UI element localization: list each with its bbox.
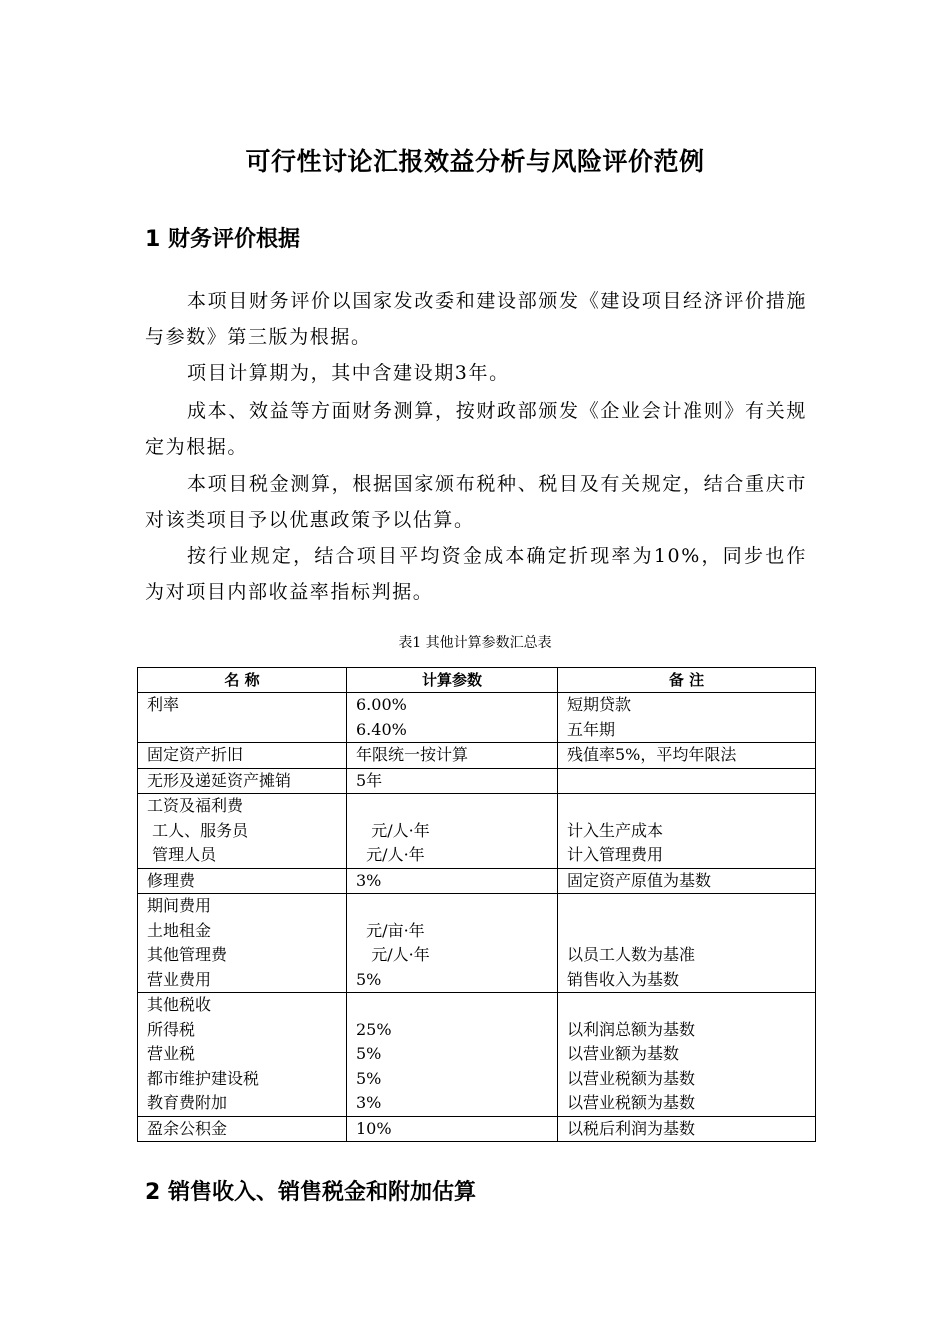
cell-line <box>567 993 815 1018</box>
cell-line: 计入管理费用 <box>567 845 664 864</box>
header-param: 计算参数 <box>347 668 558 693</box>
table-row <box>138 993 816 1117</box>
cell-line: 5年 <box>356 770 383 790</box>
cell-name <box>138 768 347 794</box>
cell-line: 年限统一按计算 <box>356 745 469 764</box>
cell-note <box>558 894 816 993</box>
header-name: 名 称 <box>138 668 347 693</box>
section-1-heading: 1 财务评价根据 <box>145 227 300 252</box>
table-header-row <box>138 668 816 693</box>
document-title: 可行性讨论汇报效益分析与风险评价范例 <box>245 147 705 176</box>
cell-line: 元/亩·年 <box>356 920 425 940</box>
header-note: 备 注 <box>558 668 816 693</box>
cell-param <box>347 1116 558 1142</box>
cell-line <box>567 919 815 944</box>
cell-line: 盈余公积金 <box>147 1118 228 1138</box>
cell-line: 固定资产原值为基数 <box>567 870 712 890</box>
cell-line: 元/人·年 <box>356 945 430 964</box>
cell-line: 以税后利润为基数 <box>567 1118 696 1138</box>
cell-line: 期间费用 <box>147 896 212 915</box>
cell-note <box>558 794 816 869</box>
cell-line: 10% <box>356 1118 392 1138</box>
table-body <box>138 693 816 1142</box>
cell-note <box>558 743 816 769</box>
cell-line: 3% <box>356 870 382 890</box>
cell-param <box>347 794 558 869</box>
paragraph-3: 成本、效益等方面财务测算，按财政部颁发《企业会计准则》有关规定为根据。 <box>145 400 807 458</box>
cell-line: 销售收入为基数 <box>567 969 680 989</box>
cell-note <box>558 768 816 794</box>
cell-note <box>558 993 816 1117</box>
cell-line: 工人、服务员 <box>147 820 249 840</box>
cell-name <box>138 894 347 993</box>
table-row <box>138 768 816 794</box>
cell-line: 25% <box>356 1019 392 1039</box>
cell-param <box>347 768 558 794</box>
cell-line <box>356 794 557 819</box>
cell-line: 6.40% <box>356 719 407 739</box>
paragraph-4: 本项目税金测算，根据国家颁布税种、税目及有关规定，结合重庆市对该类项目予以优惠政策予以估算。 <box>145 473 807 531</box>
cell-name <box>138 743 347 769</box>
table-row <box>138 868 816 894</box>
table-row <box>138 794 816 869</box>
cell-param <box>347 894 558 993</box>
cell-name <box>138 794 347 869</box>
cell-line: 6.00% <box>356 695 407 714</box>
cell-line: 都市维护建设税 <box>147 1068 260 1088</box>
cell-line: 5% <box>356 1044 382 1063</box>
cell-line: 所得税 <box>147 1019 196 1039</box>
cell-line: 利率 <box>147 695 180 714</box>
table-row <box>138 743 816 769</box>
cell-line: 以营业额为基数 <box>567 1044 680 1063</box>
cell-line: 无形及递延资产摊销 <box>147 770 292 790</box>
cell-line: 教育费附加 <box>147 1093 228 1112</box>
cell-line: 残值率5%，平均年限法 <box>567 745 737 764</box>
cell-param <box>347 993 558 1117</box>
paragraph-5: 按行业规定，结合项目平均资金成本确定折现率为10%，同步也作为对项目内部收益率指标判据。 <box>145 545 807 603</box>
cell-line: 以员工人数为基准 <box>567 945 696 964</box>
cell-param <box>347 743 558 769</box>
cell-line <box>567 894 815 919</box>
cell-name <box>138 868 347 894</box>
cell-line: 计入生产成本 <box>567 820 664 840</box>
cell-line: 固定资产折旧 <box>147 745 244 764</box>
cell-param <box>347 693 558 743</box>
cell-line: 营业税 <box>147 1044 196 1063</box>
parameter-table <box>137 667 816 1142</box>
cell-note <box>558 693 816 743</box>
cell-line <box>567 769 815 794</box>
cell-name <box>138 1116 347 1142</box>
cell-line: 以利润总额为基数 <box>567 1019 696 1039</box>
paragraph-1: 本项目财务评价以国家发改委和建设部颁发《建设项目经济评价措施与参数》第三版为根据。 <box>145 290 807 348</box>
cell-line: 以营业税额为基数 <box>567 1068 696 1088</box>
cell-line: 土地租金 <box>147 920 212 940</box>
cell-line: 3% <box>356 1093 382 1112</box>
cell-name <box>138 693 347 743</box>
cell-line: 5% <box>356 969 382 989</box>
cell-line: 短期贷款 <box>567 695 632 714</box>
cell-line: 5% <box>356 1068 382 1088</box>
cell-line <box>356 894 557 919</box>
cell-line: 五年期 <box>567 719 616 739</box>
paragraph-2: 项目计算期为，其中含建设期3年。 <box>187 362 510 384</box>
cell-param <box>347 868 558 894</box>
cell-line: 营业费用 <box>147 969 212 989</box>
cell-note <box>558 868 816 894</box>
table-row <box>138 693 816 743</box>
cell-line <box>356 993 557 1018</box>
cell-line: 工资及福利费 <box>147 796 244 815</box>
table-caption: 表1 其他计算参数汇总表 <box>398 635 552 651</box>
cell-note <box>558 1116 816 1142</box>
table-row <box>138 894 816 993</box>
cell-line: 修理费 <box>147 870 196 890</box>
cell-line: 管理人员 <box>147 845 217 864</box>
cell-line: 元/人·年 <box>356 845 425 864</box>
cell-line: 以营业税额为基数 <box>567 1093 696 1112</box>
cell-line: 其他税收 <box>147 995 212 1014</box>
section-2-heading: 2 销售收入、销售税金和附加估算 <box>145 1180 476 1205</box>
cell-line: 元/人·年 <box>356 820 430 840</box>
cell-name <box>138 993 347 1117</box>
table-row <box>138 1116 816 1142</box>
cell-line <box>567 794 815 819</box>
cell-line: 其他管理费 <box>147 945 228 964</box>
